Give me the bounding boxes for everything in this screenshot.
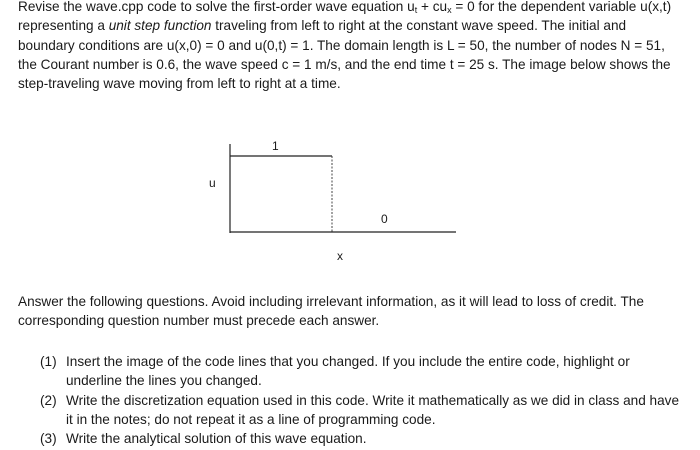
subscript-t: t <box>414 5 418 15</box>
problem-text-part-2: + cu <box>417 0 448 14</box>
question-text: Write the discretization equation used in this code. Write it mathematically as we did in class and have it in the notes; do not repeat it as a line of programming code. <box>66 392 680 427</box>
question-number: (3) <box>40 431 57 447</box>
subscript-x: x <box>447 5 452 15</box>
problem-text-part-4: traveling from left to right at the constant wave speed. The initial and boundary conditions are u(x,0) = 0 and u(0,t) = 1. The domain length is L = 50, the number of nodes N = 51, the Courant number is 0.6, the wave speed c = 1 m/s, and the end time t = 25 s. The image below shows the step-traveling wave moving from left to right at a time. <box>18 18 671 92</box>
problem-text-part-1: Revise the wave.cpp code to solve the first-order wave equation u <box>18 0 415 14</box>
question-text: Write the analytical solution of this wave equation. <box>66 431 367 447</box>
unit-step-function-emphasis: unit step function <box>108 18 212 34</box>
problem-statement <box>18 0 682 93</box>
zero-level-label: 0 <box>381 212 388 226</box>
answer-instructions: Answer the following questions. Avoid including irrelevant information, as it will lead to loss of credit. The corresponding question number must precede each answer. <box>18 294 644 329</box>
question-list <box>40 352 680 448</box>
u-axis-label: u <box>209 176 216 190</box>
step-wave-figure <box>190 130 490 270</box>
question-item-2 <box>40 391 680 430</box>
question-text: Insert the image of the code lines that you changed. If you include the entire code, highlight or underline the lines you changed. <box>66 354 630 389</box>
question-number: (1) <box>40 354 57 369</box>
x-axis-label: x <box>337 249 343 263</box>
question-number: (2) <box>40 392 57 408</box>
problem-text-part-3: = 0 for the dependent variable u(x,t) representing a <box>18 0 672 34</box>
step-height-label: 1 <box>272 139 279 153</box>
question-item-1 <box>40 352 680 391</box>
question-item-3 <box>40 429 680 448</box>
